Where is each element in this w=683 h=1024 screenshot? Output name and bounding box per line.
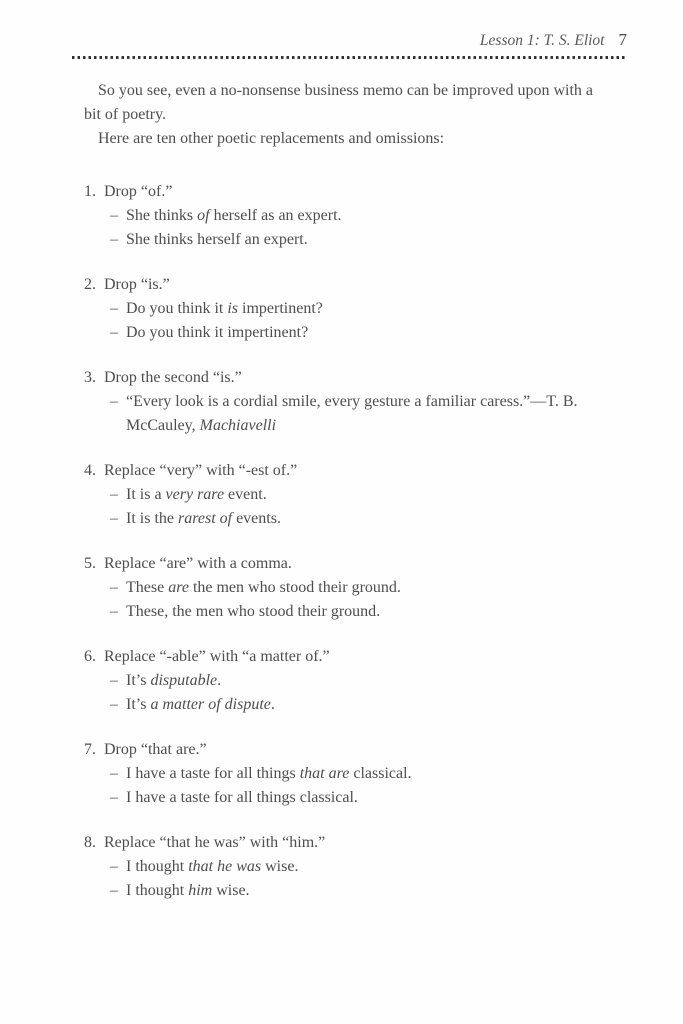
paragraph-line: So you see, even a no-nonsense business memo can be improved upon with a: [98, 82, 594, 99]
example-text-line: [126, 507, 627, 531]
plain-text: the men who stood their ground.: [188, 579, 401, 596]
list-item: [84, 459, 627, 531]
example-text: [126, 507, 627, 531]
item-number: 4.: [84, 462, 96, 479]
item-number: 2.: [84, 276, 96, 293]
plain-text: Do you think it impertinent?: [126, 324, 309, 341]
paragraph: [84, 79, 627, 127]
item-title: Replace “-able” with “a matter of.”: [104, 648, 330, 665]
list-item: [84, 831, 627, 903]
dotted-rule: [72, 56, 627, 59]
running-head: [84, 30, 627, 51]
italic-text: rarest of: [178, 510, 233, 527]
item-heading: [84, 738, 627, 762]
plain-text: herself as an expert.: [209, 207, 342, 224]
example-text: [126, 228, 627, 252]
example-list: [84, 762, 627, 810]
plain-text: wise.: [212, 882, 250, 899]
italic-text: Machiavelli: [199, 417, 277, 434]
example-text-line: [126, 414, 627, 438]
example-line: [110, 576, 627, 600]
example-line: [110, 855, 627, 879]
plain-text: event.: [224, 486, 267, 503]
paragraph-line: Here are ten other poetic replacements and omissions:: [98, 130, 445, 147]
plain-text: I thought: [126, 882, 189, 899]
plain-text: It’s: [126, 696, 151, 713]
example-text-line: [126, 228, 627, 252]
paragraph-line: bit of poetry.: [84, 106, 167, 123]
item-title: Replace “very” with “-est of.”: [104, 462, 298, 479]
paragraph: [84, 127, 627, 151]
list-item: [84, 645, 627, 717]
example-line: [110, 693, 627, 717]
example-text: [126, 204, 627, 228]
example-list: [84, 297, 627, 345]
example-line: [110, 228, 627, 252]
example-text: [126, 600, 627, 624]
example-text: [126, 669, 627, 693]
en-dash: –: [110, 486, 118, 503]
plain-text: I thought: [126, 858, 189, 875]
list-item: [84, 366, 627, 438]
italic-text: are: [168, 579, 189, 596]
en-dash: –: [110, 393, 118, 410]
item-heading: [84, 273, 627, 297]
example-text-line: [126, 669, 627, 693]
example-list: [84, 390, 627, 438]
italic-text: is: [227, 300, 239, 317]
italic-text: that are: [299, 765, 350, 782]
list-item: [84, 273, 627, 345]
italic-text: a matter of dispute: [150, 696, 271, 713]
item-heading: [84, 366, 627, 390]
en-dash: –: [110, 231, 118, 248]
example-line: [110, 483, 627, 507]
example-line: [110, 879, 627, 903]
en-dash: –: [110, 696, 118, 713]
example-list: [84, 483, 627, 531]
item-heading: [84, 831, 627, 855]
italic-text: him: [188, 882, 213, 899]
example-line: [110, 507, 627, 531]
example-text: [126, 576, 627, 600]
example-text: [126, 321, 627, 345]
example-text-line: [126, 297, 627, 321]
italic-text: disputable: [150, 672, 218, 689]
example-line: [110, 390, 627, 438]
example-text-line: [126, 204, 627, 228]
item-title: Drop “of.”: [104, 183, 173, 200]
example-text-line: [126, 879, 627, 903]
item-title: Replace “are” with a comma.: [104, 555, 292, 572]
example-text: [126, 879, 627, 903]
example-line: [110, 600, 627, 624]
example-text-line: [126, 483, 627, 507]
example-list: [84, 576, 627, 624]
example-line: [110, 669, 627, 693]
item-title: Drop “that are.”: [104, 741, 207, 758]
example-list: [84, 855, 627, 903]
example-text: [126, 786, 627, 810]
example-line: [110, 204, 627, 228]
en-dash: –: [110, 510, 118, 527]
plain-text: impertinent?: [238, 300, 323, 317]
example-text-line: [126, 786, 627, 810]
item-title: Drop the second “is.”: [104, 369, 242, 386]
plain-text: I have a taste for all things: [126, 765, 300, 782]
plain-text: It’s: [126, 672, 151, 689]
example-line: [110, 786, 627, 810]
item-heading: [84, 459, 627, 483]
italic-text: that he was: [188, 858, 262, 875]
item-title: Drop “is.”: [104, 276, 170, 293]
intro-paragraphs: [84, 79, 627, 151]
example-text-line: [126, 390, 627, 414]
example-list: [84, 669, 627, 717]
example-text-line: [126, 693, 627, 717]
example-text: [126, 693, 627, 717]
example-text: [126, 390, 627, 438]
example-text: [126, 762, 627, 786]
en-dash: –: [110, 324, 118, 341]
plain-text: These, the men who stood their ground.: [126, 603, 381, 620]
example-text: [126, 297, 627, 321]
plain-text: It is the: [126, 510, 178, 527]
plain-text: I have a taste for all things classical.: [126, 789, 358, 806]
example-line: [110, 762, 627, 786]
plain-text: classical.: [349, 765, 412, 782]
plain-text: .: [217, 672, 222, 689]
item-title: Replace “that he was” with “him.”: [104, 834, 326, 851]
item-number: 5.: [84, 555, 96, 572]
example-text-line: [126, 855, 627, 879]
item-number: 7.: [84, 741, 96, 758]
item-number: 6.: [84, 648, 96, 665]
example-line: [110, 321, 627, 345]
list-item: [84, 738, 627, 810]
example-text-line: [126, 600, 627, 624]
en-dash: –: [110, 882, 118, 899]
italic-text: of: [197, 207, 210, 224]
example-text-line: [126, 762, 627, 786]
plain-text: These: [126, 579, 169, 596]
plain-text: wise.: [261, 858, 299, 875]
item-heading: [84, 645, 627, 669]
plain-text: events.: [232, 510, 281, 527]
item-heading: [84, 552, 627, 576]
item-number: 1.: [84, 183, 96, 200]
en-dash: –: [110, 672, 118, 689]
page-number: 7: [618, 30, 627, 49]
plain-text: “Every look is a cordial smile, every gesture a familiar caress.”—T. B.: [126, 393, 578, 410]
plain-text: She thinks herself an expert.: [126, 231, 308, 248]
example-list: [84, 204, 627, 252]
plain-text: It is a: [126, 486, 166, 503]
en-dash: –: [110, 300, 118, 317]
example-text-line: [126, 321, 627, 345]
running-head-title: Lesson 1: T. S. Eliot: [479, 32, 605, 49]
en-dash: –: [110, 207, 118, 224]
item-number: 3.: [84, 369, 96, 386]
replacements-list: [84, 180, 627, 903]
example-text: [126, 855, 627, 879]
example-text-line: [126, 576, 627, 600]
plain-text: .: [270, 696, 275, 713]
en-dash: –: [110, 858, 118, 875]
plain-text: She thinks: [126, 207, 198, 224]
plain-text: McCauley,: [126, 417, 200, 434]
en-dash: –: [110, 765, 118, 782]
example-text: [126, 483, 627, 507]
list-item: [84, 552, 627, 624]
list-item: [84, 180, 627, 252]
en-dash: –: [110, 579, 118, 596]
item-number: 8.: [84, 834, 96, 851]
en-dash: –: [110, 603, 118, 620]
en-dash: –: [110, 789, 118, 806]
item-heading: [84, 180, 627, 204]
italic-text: very rare: [165, 486, 225, 503]
plain-text: Do you think it: [126, 300, 228, 317]
example-line: [110, 297, 627, 321]
